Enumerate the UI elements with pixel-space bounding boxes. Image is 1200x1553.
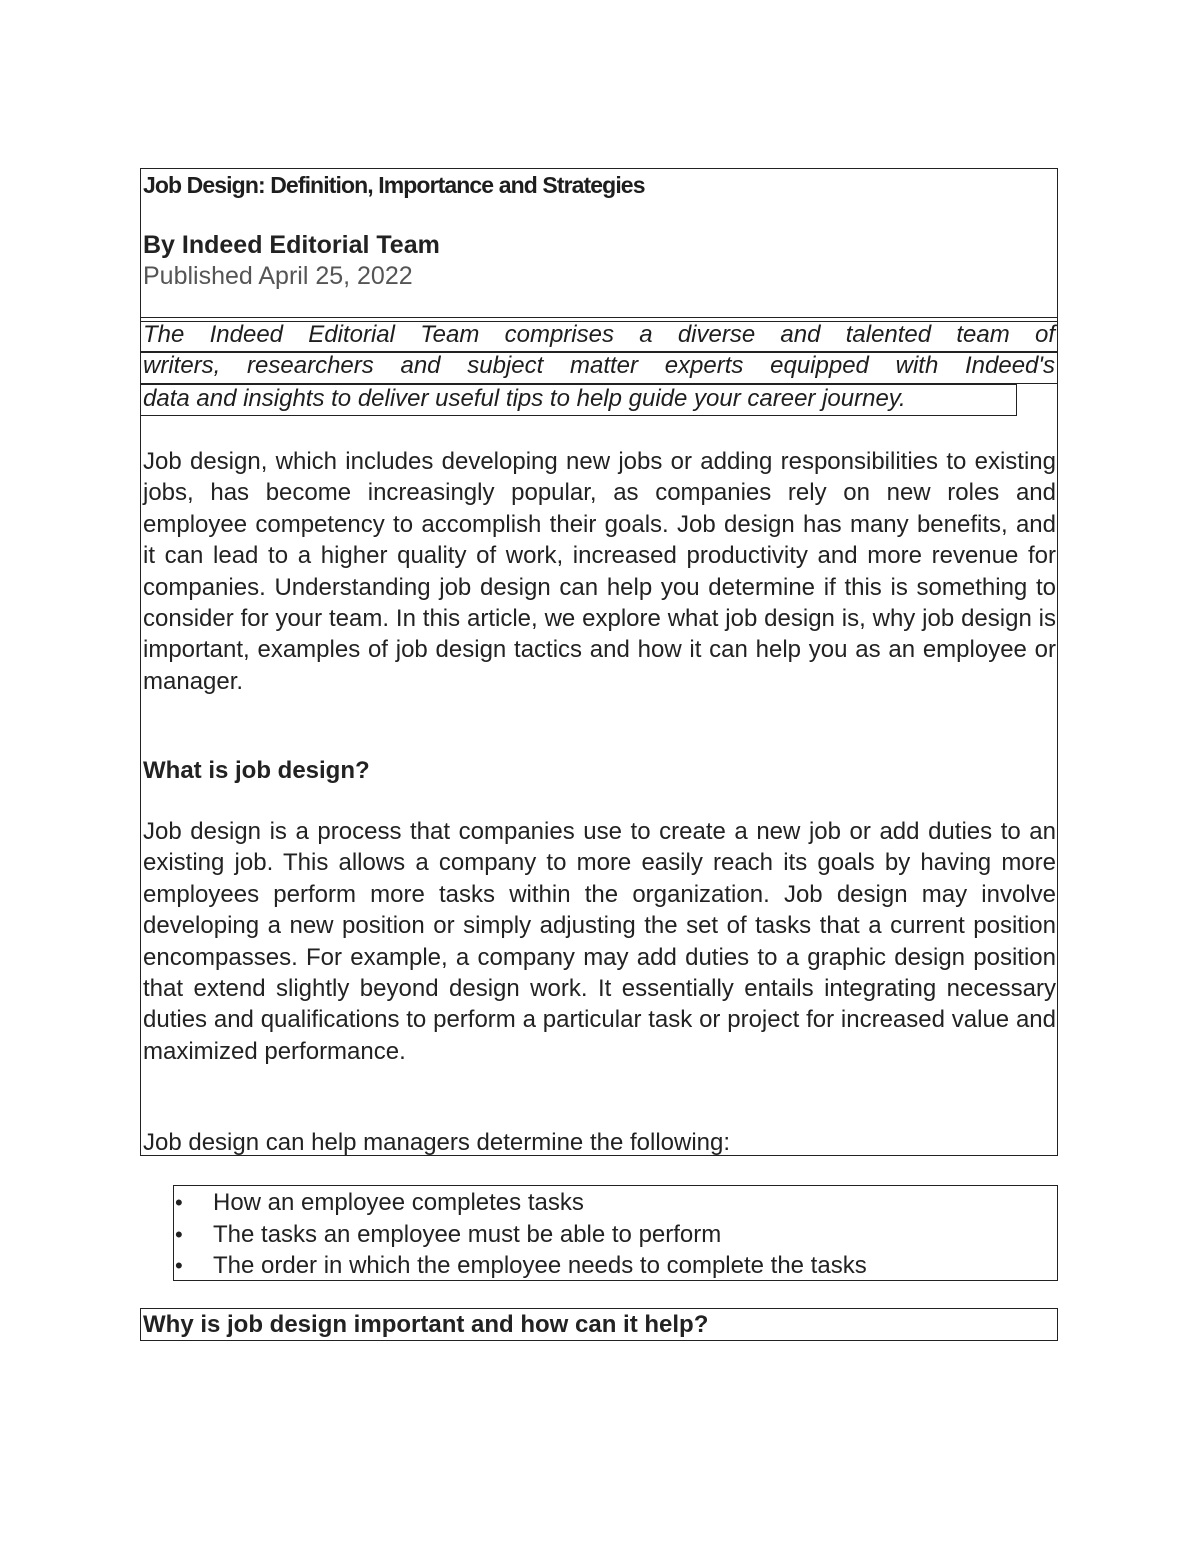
list-intro: Job design can help managers determine the following: — [143, 1129, 731, 1156]
section-heading: What is job design? — [143, 757, 370, 784]
article-published-date: Published April 25, 2022 — [143, 262, 413, 290]
disclaimer-line: writers, researchers and subject matter experts equipped with Indeed's — [143, 352, 1055, 379]
list-item-text: The order in which the employee needs to complete the tasks — [213, 1252, 867, 1279]
section-heading: Why is job design important and how can it help? — [143, 1311, 709, 1338]
article-author: By Indeed Editorial Team — [143, 231, 440, 259]
header-divider — [140, 317, 1058, 318]
list-item-text: The tasks an employee must be able to perform — [213, 1220, 722, 1248]
disclaimer-line: The Indeed Editorial Team comprises a diverse and talented team of — [143, 321, 1055, 348]
section-paragraph: Job design is a process that companies use to create a new job or add duties to an existing job. This allows a company to more easily reach its goals by having more employees perform more tasks within the organization. Job design may involve developing a new position or simply adjusting the set of tasks that a current position encompasses. For example, a company may add duties to a graphic design position that extend slightly beyond design work. It essentially entails integrating necessary duties and qualifications to perform a particular task or project for increased value and maximized performance. — [143, 818, 1056, 1065]
bullet-icon: • — [175, 1190, 183, 1215]
list-item-text: How an employee completes tasks — [213, 1189, 584, 1216]
bullet-icon: • — [175, 1253, 183, 1278]
article-title: Job Design: Definition, Importance and Strategies — [143, 172, 645, 198]
bullet-icon: • — [175, 1221, 183, 1247]
disclaimer-line: data and insights to deliver useful tips to help guide your career journey. — [143, 385, 906, 412]
intro-paragraph: Job design, which includes developing new jobs or adding responsibilities to existing jobs, has become increasingly popular, as companies rely on new roles and employee competency to accomplish their goals. Job design has many benefits, and it can lead to a higher quality of work, increased productivity and more revenue for companies. Understanding job design can help you determine if this is something to consider for your team. In this article, we explore what job design is, why job design is important, examples of job design tactics and how it can help you as an employee or manager. — [143, 448, 1056, 695]
